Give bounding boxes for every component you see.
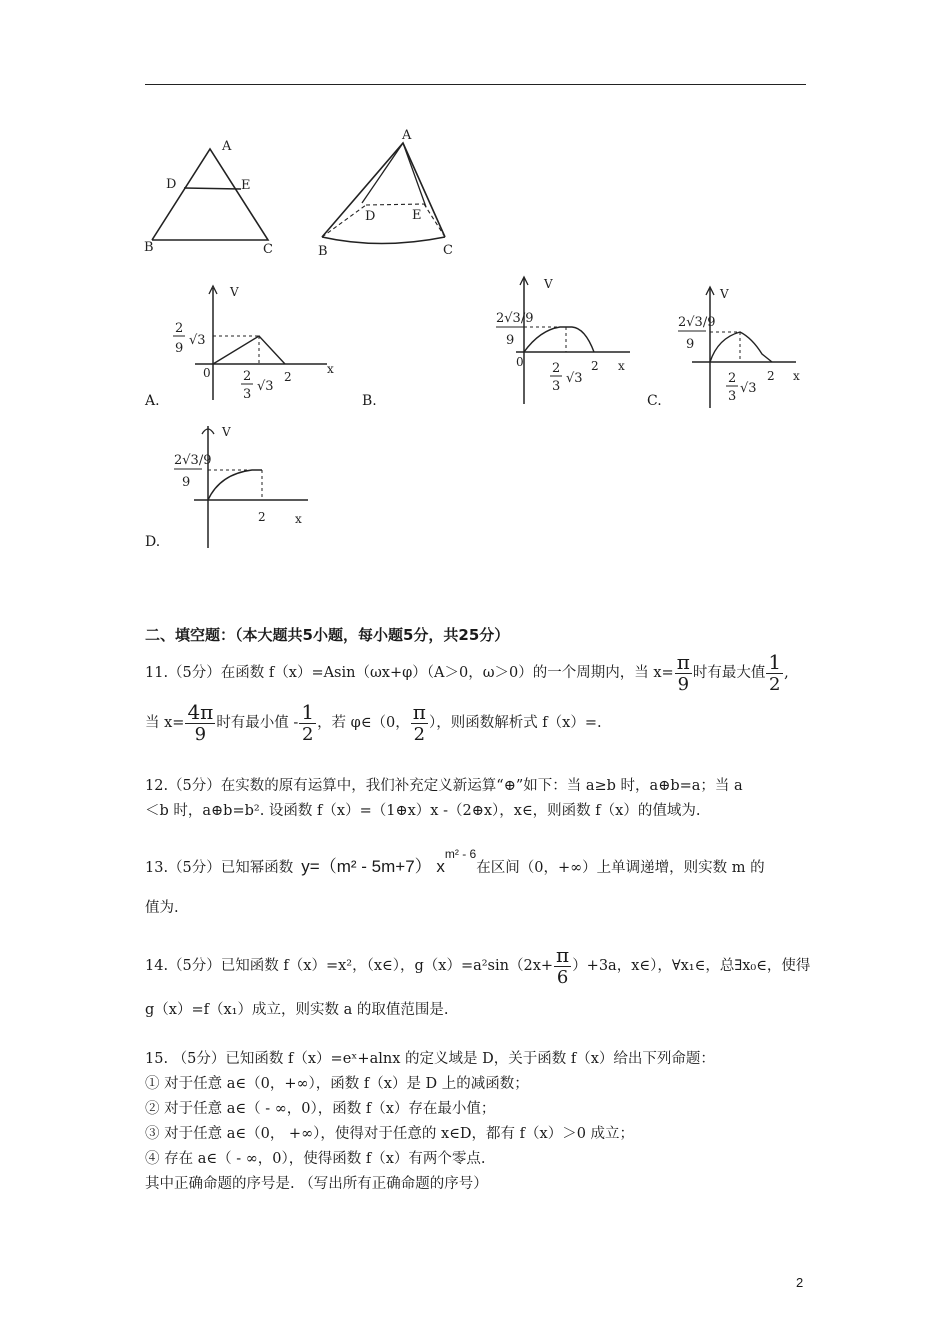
triangle-abc [152,149,268,240]
q13-line1: 13.（5分）已知幂函数 y=（m² - 5m+7） $x^{m^2 - 6}$在区间（0，+∞）上单调递增，则实数 m 的 [145,847,765,876]
label-c2: C [443,243,453,258]
pyramid-hidden-ec [424,204,445,237]
svg-text:9: 9 [506,333,515,348]
q15-tail: 其中正确命题的序号是. （写出所有正确命题的序号） [145,1176,488,1192]
svg-text:3: 3 [552,379,561,394]
svg-text:2: 2 [728,371,737,386]
xend-label: 2 [258,510,266,524]
xend-label: 2 [284,370,292,384]
axis-x-label: x [793,369,800,383]
geometry-figures [140,125,470,260]
segment-de-dashed [366,204,424,205]
label-e: E [241,178,251,193]
svg-text:√3: √3 [257,379,274,394]
option-b: B. [362,393,377,409]
q12-line2: ＜b 时，a⊕b=b². 设函数 f（x）=（1⊕x）x -（2⊕x），x∈，则函数 f（x）的值域为. [145,803,701,819]
axis-x-label: x [327,362,334,376]
svg-text:2: 2 [552,361,561,376]
option-d: D. [145,534,161,550]
label-d: D [166,177,177,192]
q11-line2: 当 x= $\frac{4\pi}{9}$ 时有最小值 - $\frac{1}{2}$ ，若 φ∈（0， $\frac{\pi}{2}$ ），则函数解析式 f（x）=. [145,700,602,745]
segment-de [184,188,241,189]
pyramid-edge-ae [403,143,426,207]
curve-d [208,470,262,500]
axis-v-label: V [230,285,239,299]
ymax-label: 2√3/9 [174,453,212,468]
q14-line1: 14.（5分）已知函数 f（x）=x²，（x∈），g（x）=a²sin（2x+ $\frac{\pi}{6}$ ）+3a，x∈），∀x₁∈，总∃x₀∈，使得 [145,943,811,988]
q15-item2: ② 对于任意 a∈（ - ∞，0），函数 f（x）存在最小值； [145,1101,496,1117]
q13-exponent: m² - 6 [444,847,477,861]
axis-v-label: V [544,277,553,291]
ymax-label: 2√3/9 [496,311,534,326]
label-d2: D [365,209,376,224]
header-rule [145,84,806,85]
label-e2: E [412,208,422,223]
svg-text:9: 9 [686,337,695,352]
pyramid-edge-ad [362,143,403,203]
curve-a [213,336,285,364]
graph-b [490,272,640,407]
origin-label: 0 [203,366,211,380]
axis-v-label: V [720,287,729,301]
section-title: 二、填空题：（本大题共5小题，每小题5分，共25分） [145,626,510,644]
svg-text:3: 3 [243,387,252,402]
curve-c [710,332,772,362]
label-b: B [144,240,154,255]
option-a: A. [145,393,160,409]
q14-line2: g（x）=f（x₁）成立，则实数 a 的取值范围是. [145,1002,449,1018]
ymax-label: 2√3/9 [678,315,716,330]
svg-text:√3: √3 [189,333,206,348]
q11-line1: 11.（5分）在函数 f（x）=Asin（ωx+φ）（A＞0，ω＞0）的一个周期内，当 x= $\frac{\pi}{9}$ 时有最大值 $\frac{1}{2}$ , [145,650,789,695]
q12-line1: 12.（5分）在实数的原有运算中，我们补充定义新运算“⊕”如下：当 a≥b 时，a⊕b=a；当 a [145,778,743,794]
axis-x-label: x [295,512,302,526]
axis-x-label: x [618,359,625,373]
pyramid-outline [322,143,445,237]
svg-text:2: 2 [243,369,252,384]
svg-text:2: 2 [175,321,184,336]
svg-text:√3: √3 [740,381,757,396]
pyramid-hidden-bd [322,205,366,237]
xend-label: 2 [591,359,599,373]
q13-formula: y=（m² - 5m+7） x [301,856,445,876]
xend-label: 2 [767,369,775,383]
svg-text:3: 3 [728,389,737,404]
label-b2: B [318,244,328,259]
q15-item4: ④ 存在 a∈（ - ∞，0），使得函数 f（x）有两个零点. [145,1151,486,1167]
label-a2: A [402,128,412,143]
graph-a [165,280,350,405]
label-a: A [222,139,232,154]
origin-label: 0 [516,355,524,369]
q15-line1: 15. （5分）已知函数 f（x）=eˣ+alnx 的定义域是 D，关于函数 f（x）给出下列命题： [145,1051,715,1067]
label-c: C [263,242,273,257]
svg-text:√3: √3 [566,371,583,386]
q13-line2: 值为. [145,900,179,916]
svg-text:9: 9 [182,475,191,490]
q15-item1: ① 对于任意 a∈（0，+∞），函数 f（x）是 D 上的减函数； [145,1076,529,1092]
graph-d [168,420,318,550]
axis-v-label: V [222,425,231,439]
svg-text:9: 9 [175,341,184,356]
q15-item3: ③ 对于任意 a∈（0， +∞），使得对于任意的 x∈D，都有 f（x）＞0 成立； [145,1126,635,1142]
curve-b [524,327,594,352]
graph-c [672,282,812,410]
option-c: C. [647,393,662,409]
pyramid-base-edge [322,237,445,244]
page-number: 2 [796,1275,804,1290]
